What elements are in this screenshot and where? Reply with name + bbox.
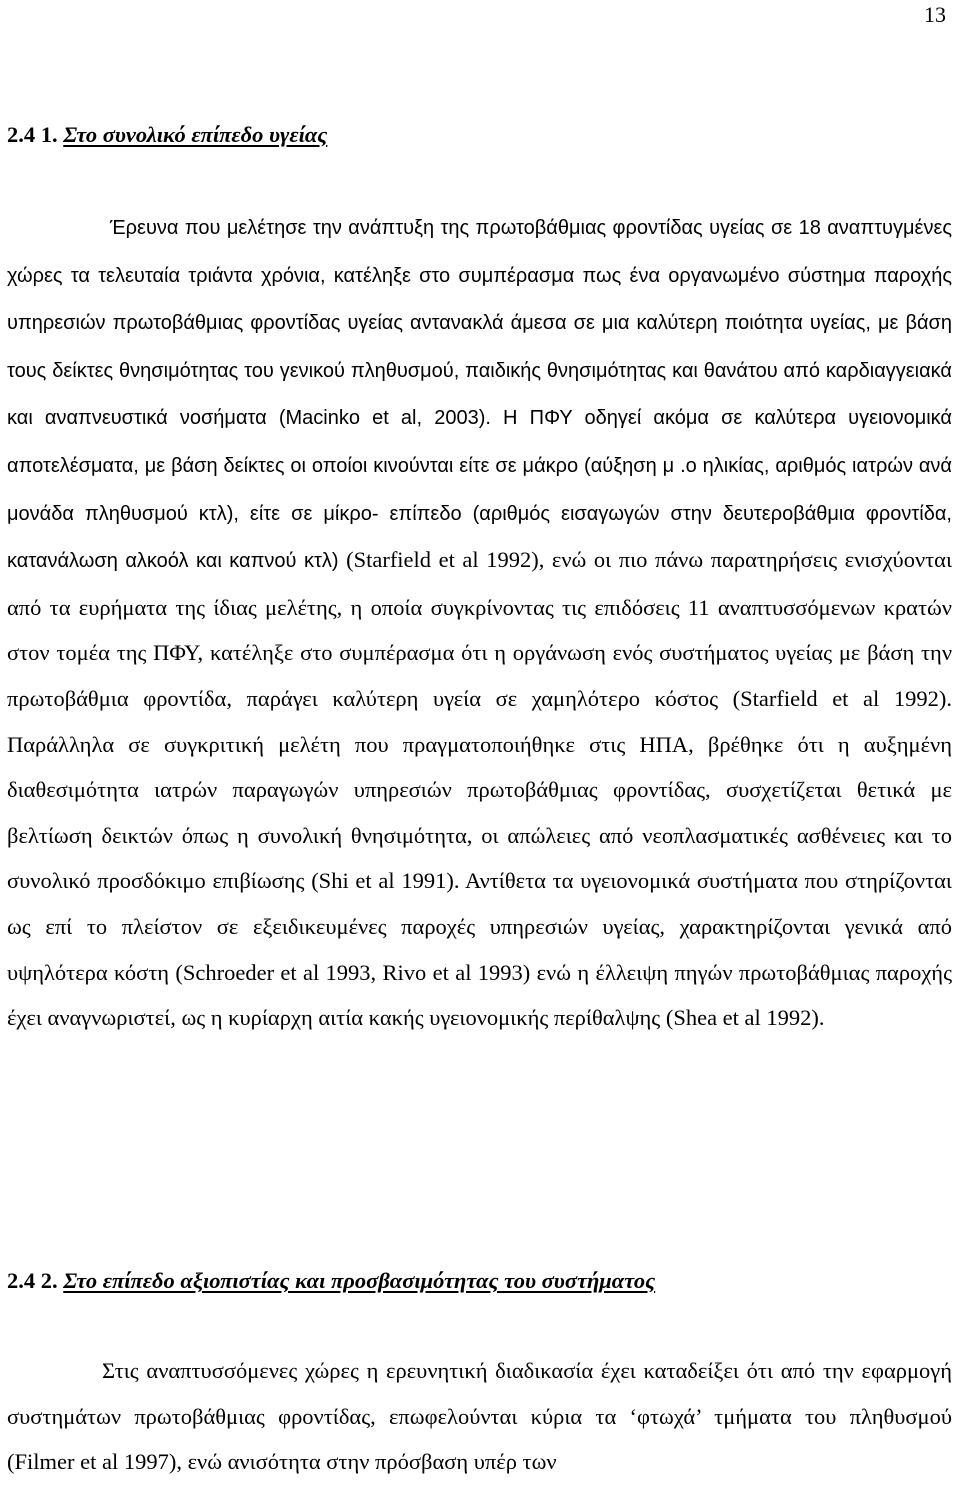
page-number: 13 (924, 2, 946, 27)
section-number: 2.4 1. (7, 122, 58, 147)
section-heading-2-4-1 (7, 122, 327, 148)
section-number: 2.4 2. (7, 1268, 58, 1293)
paragraph-text-part-b: (Starfield et al 1992), ενώ οι πιο πάνω παρατηρήσεις ενισχύονται από τα ευρήματα της ίδιας μελέτης, η οποία συγκρίνοντας τις επιδόσεις 11 αναπτυσσόμενων κρατών στον τομέα της ΠΦΥ, κατέληξε στο συμπέρασμα ότι η οργάνωση ενός συστήματος υγείας με βάση την πρωτοβάθμια φροντίδα, παράγει καλύτερη υγεία σε χαμηλότερο κόστος (Starfield et al 1992). Παράλληλα σε συγκριτική μελέτη που πραγματοποιήθηκε στις ΗΠΑ, βρέθηκε ότι η αυξημένη διαθεσιμότητα ιατρών παραγωγών υπηρεσιών πρωτοβάθμιας φροντίδας, συσχετίζεται θετικά με βελτίωση δεικτών όπως η συνολική θνησιμότητα, οι απώλειες από νεοπλασματικές ασθένειες και το συνολικό προσδόκιμο επιβίωσης (Shi et al 1991). Αντίθετα τα υγειονομικά συστήματα που στηρίζονται ως επί το πλείστον σε εξειδικευμένες παροχές υπηρεσιών υγείας, χαρακτηρίζονται γενικά από υψηλότερα κόστη (Schroeder et al 1993, Rivo et al 1993) ενώ η έλλειψη πηγών πρωτοβάθμιας παροχής έχει αναγνωριστεί, ως η κυρίαρχη αιτία κακής υγειονομικής περίθαλψης (Shea et al 1992). (7, 547, 952, 1031)
paragraph-text-part-a: Έρευνα που μελέτησε την ανάπτυξη της πρωτοβάθμιας φροντίδας υγείας σε 18 αναπτυγμένες χώρες τα τελευταία τριάντα χρόνια, κατέληξε στο συμπέρασμα πως ένα οργανωμένο σύστημα παροχής υπηρεσιών πρωτοβάθμιας φροντίδας υγείας αντανακλά άμεσα σε μια καλύτερη ποιότητα υγείας, με βάση τους δείκτες θνησιμότητας του γενικού πληθυσμού, παιδικής θνησιμότητας και θανάτου από καρδιαγγειακά και αναπνευστικά νοσήματα (Macinko et al, 2003). Η ΠΦΥ οδηγεί ακόμα σε καλύτερα υγειονομικά αποτελέσματα, με βάση δείκτες οι οποίοι κινούνται είτε σε μάκρο (αύξηση μ .ο ηλικίας, αριθμός ιατρών ανά μονάδα πληθυσμού κτλ), είτε σε μίκρο- επίπεδο (αριθμός εισαγωγών στην δευτεροβάθμια φροντίδα, κατανάλωση αλκοόλ και καπνού κτλ) (7, 217, 952, 573)
paragraph-macro-health (7, 204, 952, 1041)
paragraph-reliability-access: Στις αναπτυσσόμενες χώρες η ερευνητική διαδικασία έχει καταδείξει ότι από την εφαρμογή συστημάτων πρωτοβάθμιας φροντίδας, επωφελούνται κύρια τα ‘φτωχά’ τμήματα του πληθυσμού (Filmer et al 1997), ενώ ανισότητα στην πρόσβαση υπέρ των (7, 1358, 952, 1475)
section-heading-2-4-2 (7, 1268, 655, 1294)
section-title: Στο επίπεδο αξιοπιστίας και προσβασιμότητας του συστήματος (63, 1268, 656, 1293)
section-title: Στο συνολικό επίπεδο υγείας (63, 122, 328, 147)
